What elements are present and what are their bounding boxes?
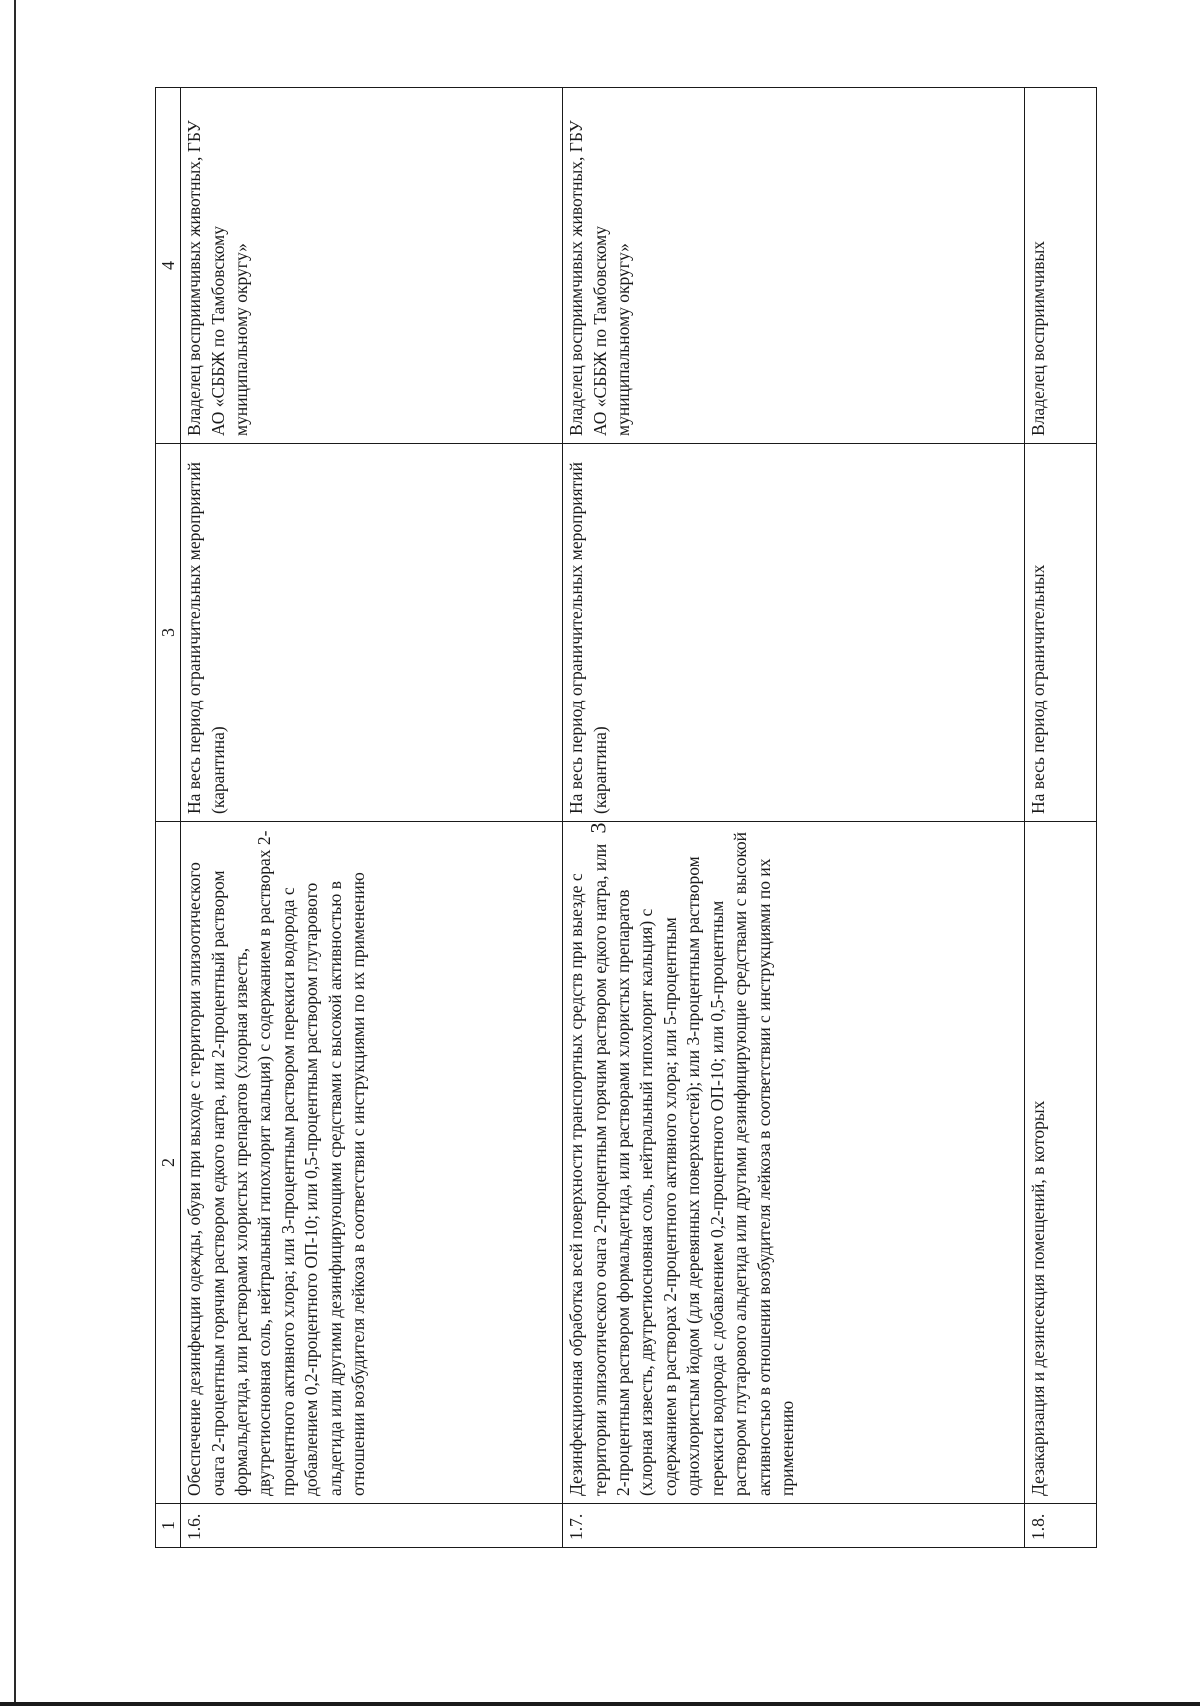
measure-text: Обеспечение дезинфекции одежды, обуви при выходе с территории эпизоотического очага 2-процентным горячим раствором едкого натра, или 2-процентный раствором формальдегида, или растворами хлористых препаратов (хлорная известь, двутретиосновная соль, нейтральный гипохлорит кальция) с содержанием в растворах 2-процентного активного хлора; или 3-процентным раствором перекиси водорода с добавлением 0,2-процентного ОП-10; или 0,5-процентным раствором глутарового альдегида или другими дезинфицирующими средствами с высокой активностью в отношении возбудителя лейкоза в соответствии с инструкциями по их применению (181, 822, 563, 1504)
header-row (156, 88, 181, 1548)
row-number: 1.8. (1025, 1504, 1097, 1548)
period-text: На весь период ограничительных мероприятий (карантина) (563, 444, 1025, 822)
measures-table (155, 87, 1097, 1548)
row-number: 1.7. (563, 1504, 1025, 1548)
page-number: 3 (585, 822, 611, 834)
table-row (181, 88, 563, 1548)
header-col-1: 1 (156, 1504, 181, 1548)
header-col-4: 4 (156, 88, 181, 444)
row-number: 1.6. (181, 1504, 563, 1548)
header-col-2: 2 (156, 822, 181, 1504)
measure-text: Дезинфекционная обработка всей поверхности транспортных средств при выезде с территории эпизоотического очага 2-процентным горячим раствором едкого натра, или 2-процентным раствором формальдегида, или растворами хлористых препаратов (хлорная известь, двутретиосновная соль, нейтральный гипохлорит кальция) с содержанием в растворах 2-процентного активного хлора; или 5-процентным однохлористым йодом (для деревянных поверхностей); или 3-процентным раствором перекиси водорода с добавлением 0,2-процентного ОП-10; или 0,5-процентным раствором глутарового альдегида или другими дезинфицирующие средствами с высокой активностью в отношении возбудителя лейкоза в соответствии с инструкциями по их применению (563, 822, 1025, 1504)
scan-edge-bottom (0, 1702, 1200, 1706)
table-row (563, 88, 1025, 1548)
measure-text: Дезакаризация и дезинсекция помещений, в которых (1025, 822, 1097, 1504)
period-text: На весь период ограничительных мероприятий (карантина) (181, 444, 563, 822)
scan-edge-left (14, 0, 16, 1706)
header-col-3: 3 (156, 444, 181, 822)
table-row (1025, 88, 1097, 1548)
measures-table-container (155, 88, 1095, 1548)
responsible-text: Владелец восприимчивых животных, ГБУ АО «СББЖ по Тамбовскому муниципальному округу» (563, 88, 1025, 444)
period-text: На весь период ограничительных (1025, 444, 1097, 822)
responsible-text: Владелец восприимчивых животных, ГБУ АО «СББЖ по Тамбовскому муниципальному округу» (181, 88, 563, 444)
responsible-text: Владелец восприимчивых (1025, 88, 1097, 444)
